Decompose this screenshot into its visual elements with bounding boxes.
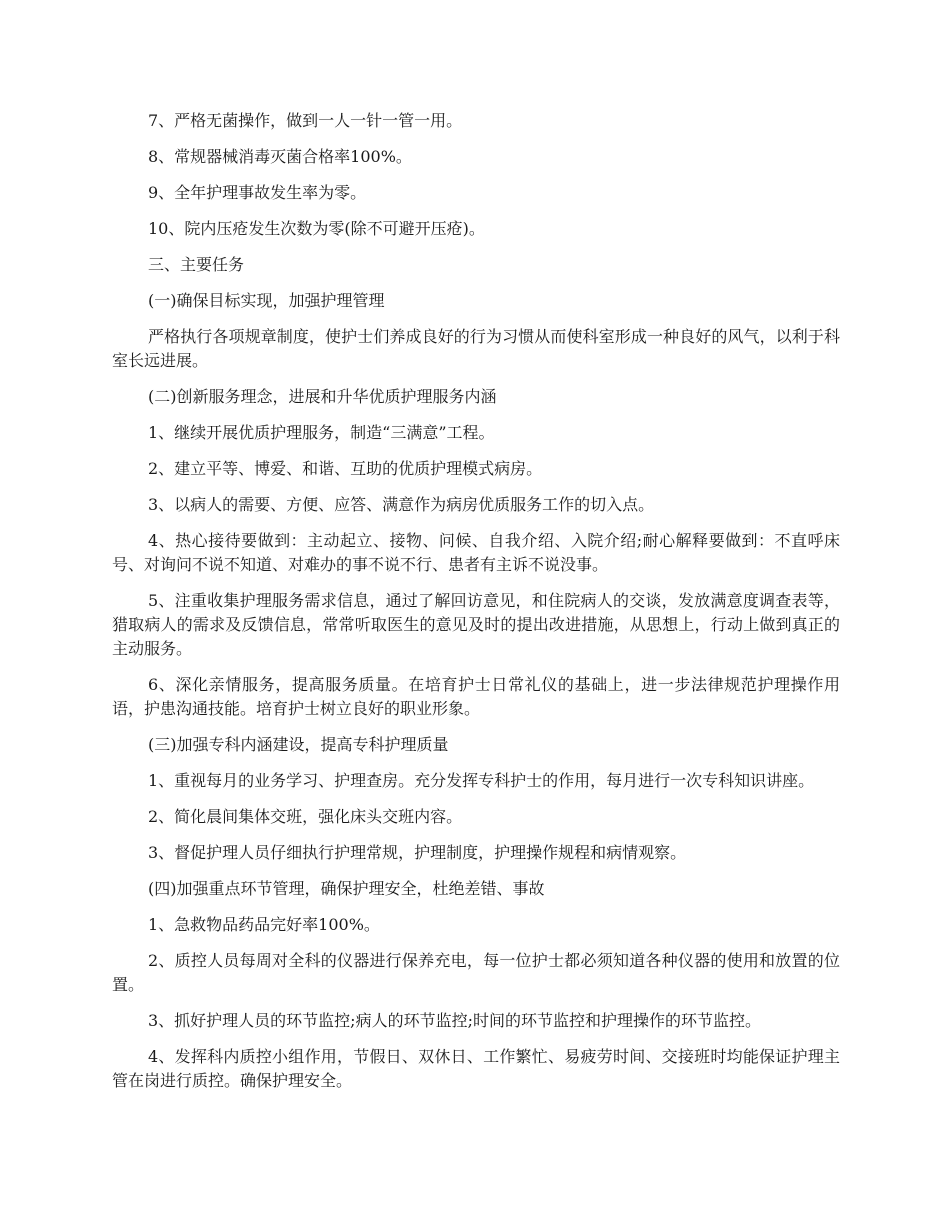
list-item: 4、热心接待要做到：主动起立、接物、问候、自我介绍、入院介绍;耐心解释要做到：不直呼床号、对询问不说不知道、对难办的事不说不行、患者有主诉不说没事。 — [112, 531, 840, 574]
list-item: 2、建立平等、博爱、和谐、互助的优质护理模式病房。 — [148, 459, 543, 478]
list-item: 2、简化晨间集体交班，强化床头交班内容。 — [148, 807, 463, 826]
subsection-heading-4: (四)加强重点环节管理，确保护理安全，杜绝差错、事故 — [148, 879, 545, 898]
paragraph-item-8: 8、常规器械消毒灭菌合格率100%。 — [148, 147, 412, 166]
subsection-heading-2: (二)创新服务理念，进展和升华优质护理服务内涵 — [148, 387, 497, 406]
list-item: 1、重视每月的业务学习、护理查房。充分发挥专科护士的作用，每月进行一次专科知识讲座。 — [148, 771, 815, 790]
subsection-heading-1: (一)确保目标实现，加强护理管理 — [148, 291, 385, 310]
list-item: 5、注重收集护理服务需求信息，通过了解回访意见，和住院病人的交谈，发放满意度调查表等，猎取病人的需求及反馈信息，常常听取医生的意见及时的提出改进措施，从思想上，行动上做到真正的主动服务。 — [112, 591, 840, 658]
list-item: 3、以病人的需要、方便、应答、满意作为病房优质服务工作的切入点。 — [148, 495, 655, 514]
subsection-heading-3: (三)加强专科内涵建设，提高专科护理质量 — [148, 735, 449, 754]
paragraph-item-7: 7、严格无菌操作，做到一人一针一管一用。 — [148, 111, 463, 130]
paragraph-item-9: 9、全年护理事故发生率为零。 — [148, 183, 367, 202]
list-item: 1、继续开展优质护理服务，制造“三满意”工程。 — [148, 423, 495, 442]
list-item: 1、急救物品药品完好率100%。 — [148, 915, 380, 934]
list-item: 6、深化亲情服务，提高服务质量。在培育护士日常礼仪的基础上，进一步法律规范护理操作用语，护患沟通技能。培育护士树立良好的职业形象。 — [112, 675, 840, 718]
list-item: 4、发挥科内质控小组作用，节假日、双休日、工作繁忙、易疲劳时间、交接班时均能保证护理主管在岗进行质控。确保护理安全。 — [112, 1047, 840, 1090]
section-heading-main-tasks: 三、主要任务 — [148, 255, 245, 274]
list-item: 3、督促护理人员仔细执行护理常规，护理制度，护理操作规程和病情观察。 — [148, 843, 687, 862]
paragraph-item-10: 10、院内压疮发生次数为零(除不可避开压疮)。 — [148, 219, 485, 238]
list-item: 3、抓好护理人员的环节监控;病人的环节监控;时间的环节监控和护理操作的环节监控。 — [148, 1011, 761, 1030]
list-item: 2、质控人员每周对全科的仪器进行保养充电，每一位护士都必须知道各种仪器的使用和放置的位置。 — [112, 951, 840, 994]
paragraph-body: 严格执行各项规章制度，使护士们养成良好的行为习惯从而使科室形成一种良好的风气，以利于科室长远进展。 — [112, 327, 840, 370]
